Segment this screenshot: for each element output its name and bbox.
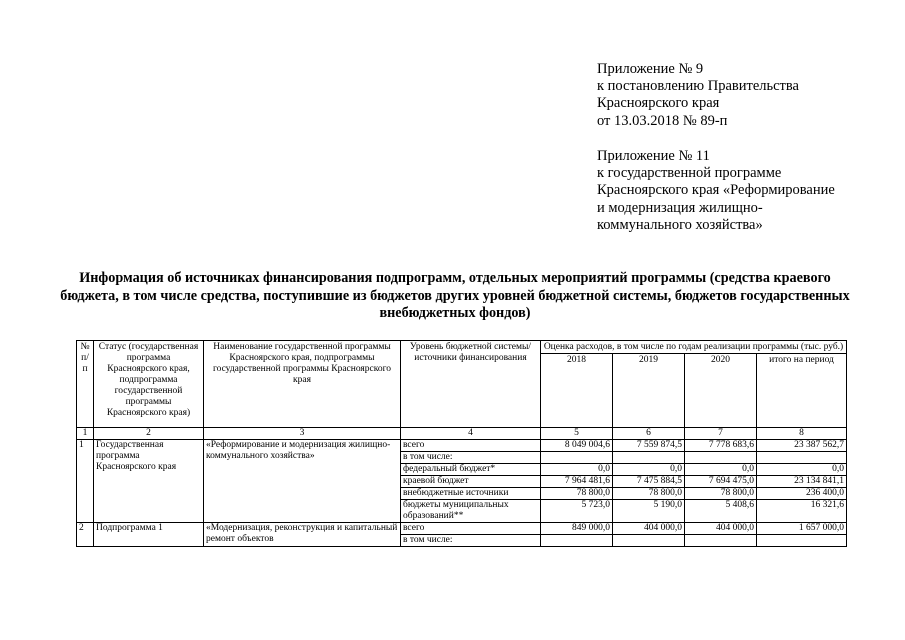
cell-2018: 78 800,0 xyxy=(541,488,613,500)
appendix-9-line: от 13.03.2018 № 89-п xyxy=(597,112,728,129)
cell-2018: 7 964 481,6 xyxy=(541,476,613,488)
appendix-9-block xyxy=(597,61,799,130)
header-total: итого на период xyxy=(757,354,847,428)
cell-2020: 404 000,0 xyxy=(685,523,757,535)
document-title: Информация об источниках финансирования подпрограмм, отдельных мероприятий программы (средства краевого бюджета, в том числе средства, поступившие из бюджетов других уровней бюджетной системы, бюджетов государственных внебюджетных фондов) xyxy=(60,270,850,321)
row-level: всего xyxy=(401,440,541,452)
row-status: Подпрограмма 1 xyxy=(94,523,204,547)
row-level: бюджеты муниципальных образований** xyxy=(401,500,541,523)
col-number: 3 xyxy=(204,428,401,440)
cell-2019: 0,0 xyxy=(613,464,685,476)
cell-2019 xyxy=(613,535,685,547)
header-2020: 2020 xyxy=(685,354,757,428)
cell-2020: 0,0 xyxy=(685,464,757,476)
cell-2018 xyxy=(541,452,613,464)
table-row xyxy=(77,523,847,535)
row-level: федеральный бюджет* xyxy=(401,464,541,476)
cell-total: 236 400,0 xyxy=(757,488,847,500)
row-status: Государственная программа Красноярского края xyxy=(94,440,204,523)
financing-table xyxy=(76,340,847,547)
cell-2018 xyxy=(541,535,613,547)
cell-2019: 78 800,0 xyxy=(613,488,685,500)
row-level: внебюджетные источники xyxy=(401,488,541,500)
row-name: «Модернизация, реконструкция и капитальный ремонт объектов xyxy=(204,523,401,547)
header-estimate: Оценка расходов, в том числе по годам реализации программы (тыс. руб.) xyxy=(541,341,847,354)
header-status: Статус (государственная программа Красноярского края, подпрограмма государственной программы Красноярского края) xyxy=(94,341,204,428)
col-number: 2 xyxy=(94,428,204,440)
header-row xyxy=(77,341,847,354)
col-number: 4 xyxy=(401,428,541,440)
col-number: 7 xyxy=(685,428,757,440)
col-number: 5 xyxy=(541,428,613,440)
header-2018: 2018 xyxy=(541,354,613,428)
header-level: Уровень бюджетной системы/источники финансирования xyxy=(401,341,541,428)
cell-2019: 404 000,0 xyxy=(613,523,685,535)
appendix-11-block xyxy=(597,148,835,234)
cell-total: 23 387 562,7 xyxy=(757,440,847,452)
cell-2020: 78 800,0 xyxy=(685,488,757,500)
cell-2019: 7 475 884,5 xyxy=(613,476,685,488)
appendix-11-line: Приложение № 11 xyxy=(597,148,710,164)
cell-2019 xyxy=(613,452,685,464)
cell-2019: 5 190,0 xyxy=(613,500,685,523)
cell-total: 1 657 000,0 xyxy=(757,523,847,535)
row-level: всего xyxy=(401,523,541,535)
cell-2018: 0,0 xyxy=(541,464,613,476)
appendix-11-line: коммунального хозяйства» xyxy=(597,216,763,233)
cell-2020: 5 408,6 xyxy=(685,500,757,523)
cell-2018: 8 049 004,6 xyxy=(541,440,613,452)
cell-total: 0,0 xyxy=(757,464,847,476)
row-num: 1 xyxy=(77,440,94,523)
appendix-11-line: и модернизация жилищно- xyxy=(597,199,763,216)
cell-2019: 7 559 874,5 xyxy=(613,440,685,452)
appendix-9-line: Приложение № 9 xyxy=(597,61,704,77)
cell-2020 xyxy=(685,535,757,547)
header-num: № п/п xyxy=(77,341,94,428)
col-number: 6 xyxy=(613,428,685,440)
cell-2020: 7 694 475,0 xyxy=(685,476,757,488)
appendix-9-line: Красноярского края xyxy=(597,95,720,112)
appendix-9-line: к постановлению Правительства xyxy=(597,78,799,95)
row-name: «Реформирование и модернизация жилищно-коммунального хозяйства» xyxy=(204,440,401,523)
cell-2020: 7 778 683,6 xyxy=(685,440,757,452)
row-level: краевой бюджет xyxy=(401,476,541,488)
table-row xyxy=(77,440,847,452)
row-level: в том числе: xyxy=(401,452,541,464)
row-level: в том числе: xyxy=(401,535,541,547)
column-number-row xyxy=(77,428,847,440)
col-number: 8 xyxy=(757,428,847,440)
cell-total: 23 134 841,1 xyxy=(757,476,847,488)
cell-total xyxy=(757,452,847,464)
cell-total: 16 321,6 xyxy=(757,500,847,523)
appendix-11-line: Красноярского края «Реформирование xyxy=(597,182,835,199)
row-num: 2 xyxy=(77,523,94,547)
cell-2018: 849 000,0 xyxy=(541,523,613,535)
col-number: 1 xyxy=(77,428,94,440)
cell-total xyxy=(757,535,847,547)
cell-2018: 5 723,0 xyxy=(541,500,613,523)
cell-2020 xyxy=(685,452,757,464)
header-2019: 2019 xyxy=(613,354,685,428)
appendix-11-line: к государственной программе xyxy=(597,165,782,182)
header-name: Наименование государственной программы Красноярского края, подпрограммы государственной программы Красноярского края xyxy=(204,341,401,428)
